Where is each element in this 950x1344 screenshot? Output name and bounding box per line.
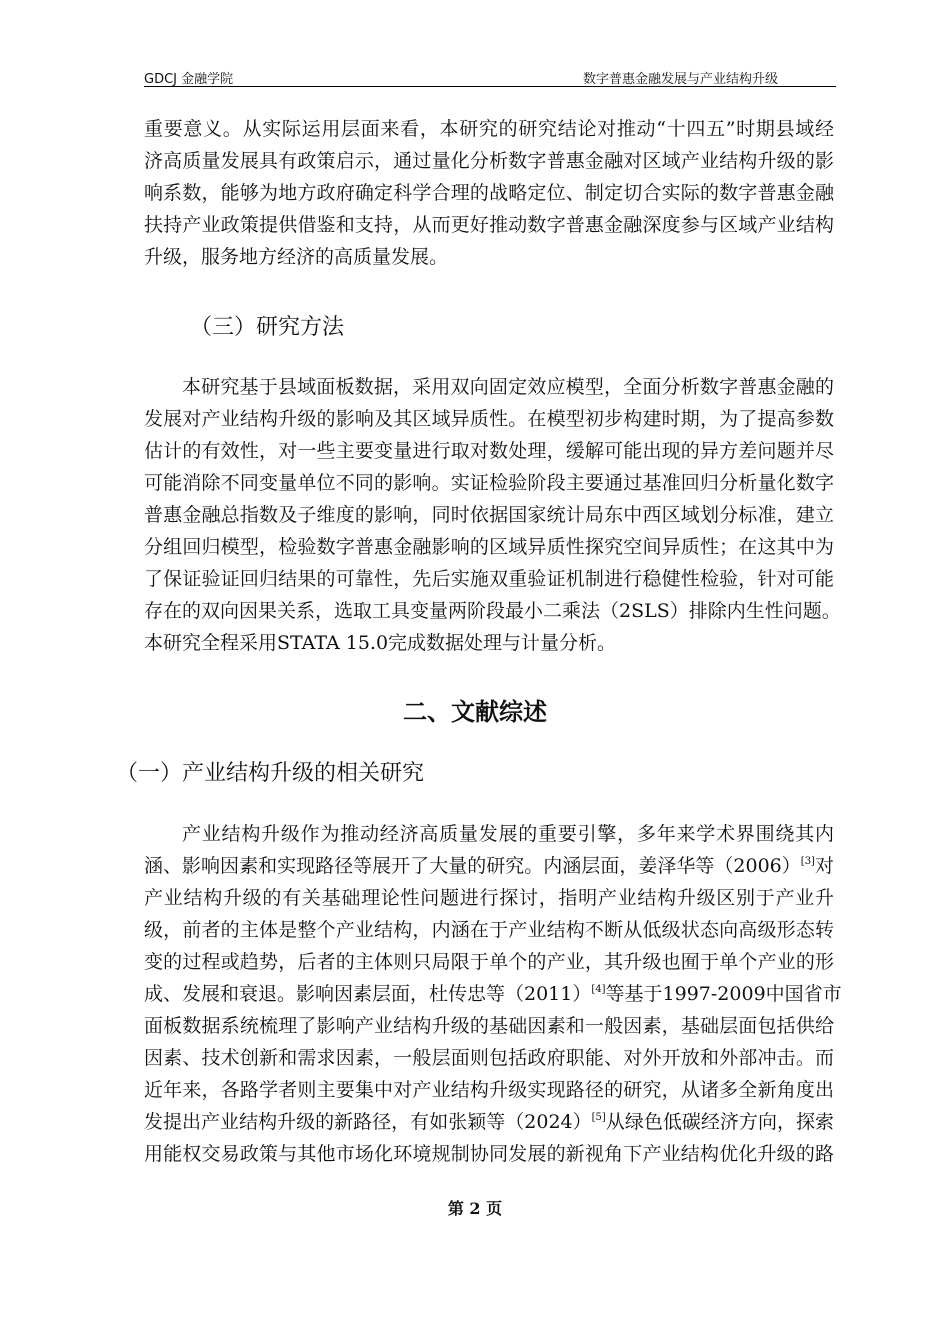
citation-ref: [5] bbox=[591, 1112, 606, 1123]
text-line: 级，前者的主体是整个产业结构，内涵在于产业结构不断从低级状态向高级形态转 bbox=[144, 919, 834, 941]
text-line: 估计的有效性，对一些主要变量进行取对数处理，缓解可能出现的异方差问题并尽 bbox=[144, 440, 834, 462]
text-line: 分组回归模型，检验数字普惠金融影响的区域异质性探究空间异质性；在这其中为 bbox=[144, 536, 834, 558]
text-line: 普惠金融总指数及子维度的影响，同时依据国家统计局东中西区域划分标准，建立 bbox=[144, 504, 834, 526]
page-number: 第 2 页 bbox=[447, 1199, 503, 1218]
heading-literature-review: 二、文献综述 bbox=[403, 698, 547, 726]
header-rule bbox=[144, 86, 836, 87]
text-line: 产业结构升级的有关基础理论性问题进行探讨，指明产业结构升级区别于产业升 bbox=[144, 887, 834, 909]
text-line: 成、发展和衰退。影响因素层面，杜传忠等（2011）[4]等基于1997-2009中国省市 bbox=[144, 983, 842, 1005]
header-left: GDCJ 金融学院 bbox=[144, 72, 234, 87]
page-header bbox=[144, 66, 836, 86]
text-line: 存在的双向因果关系，选取工具变量两阶段最小二乘法（2SLS）排除内生性问题。 bbox=[144, 600, 841, 622]
paragraph-3 bbox=[144, 818, 842, 1170]
text-line: 本研究全程采用STATA 15.0完成数据处理与计量分析。 bbox=[144, 632, 617, 654]
text-line: 可能消除不同变量单位不同的影响。实证检验阶段主要通过基准回归分析量化数字 bbox=[144, 472, 834, 494]
paragraph-2 bbox=[144, 371, 841, 659]
text-line: 了保证验证回归结果的可靠性，先后实施双重验证机制进行稳健性检验，针对可能 bbox=[144, 568, 834, 590]
text-line: 响系数，能够为地方政府确定科学合理的战略定位、制定切合实际的数字普惠金融 bbox=[144, 182, 834, 204]
text-line: 面板数据系统梳理了影响产业结构升级的基础因素和一般因素，基础层面包括供给 bbox=[144, 1015, 834, 1037]
text-line: 本研究基于县域面板数据，采用双向固定效应模型，全面分析数字普惠金融的 bbox=[182, 376, 834, 398]
header-right: 数字普惠金融发展与产业结构升级 bbox=[582, 72, 778, 87]
heading-section-1: （一）产业结构升级的相关研究 bbox=[116, 761, 425, 786]
citation-ref: [3] bbox=[800, 856, 815, 867]
text-line: 因素、技术创新和需求因素，一般层面则包括政府职能、对外开放和外部冲击。而 bbox=[144, 1047, 834, 1069]
text-line: 用能权交易政策与其他市场化环境规制协同发展的新视角下产业结构优化升级的路 bbox=[144, 1143, 834, 1165]
text-line: 发提出产业结构升级的新路径，有如张颖等（2024）[5]从绿色低碳经济方向，探索 bbox=[144, 1111, 834, 1133]
paragraph-1 bbox=[144, 113, 834, 273]
text-line: 变的过程或趋势，后者的主体则只局限于单个的产业，其升级也囿于单个产业的形 bbox=[144, 951, 834, 973]
text-line: 产业结构升级作为推动经济高质量发展的重要引擎，多年来学术界围绕其内 bbox=[182, 823, 834, 845]
text-line: 重要意义。从实际运用层面来看，本研究的研究结论对推动“十四五”时期县域经 bbox=[144, 118, 834, 140]
text-line: 涵、影响因素和实现路径等展开了大量的研究。内涵层面，姜泽华等（2006）[3]对 bbox=[144, 855, 834, 877]
citation-ref: [4] bbox=[591, 984, 606, 995]
text-line: 升级，服务地方经济的高质量发展。 bbox=[144, 246, 449, 268]
text-line: 济高质量发展具有政策启示，通过量化分析数字普惠金融对区域产业结构升级的影 bbox=[144, 150, 834, 172]
text-line: 扶持产业政策提供借鉴和支持，从而更好推动数字普惠金融深度参与区域产业结构 bbox=[144, 214, 834, 236]
text-line: 近年来，各路学者则主要集中对产业结构升级实现路径的研究，从诸多全新角度出 bbox=[144, 1079, 834, 1101]
text-line: 发展对产业结构升级的影响及其区域异质性。在模型初步构建时期，为了提高参数 bbox=[144, 408, 834, 430]
heading-research-method: （三）研究方法 bbox=[190, 315, 345, 340]
